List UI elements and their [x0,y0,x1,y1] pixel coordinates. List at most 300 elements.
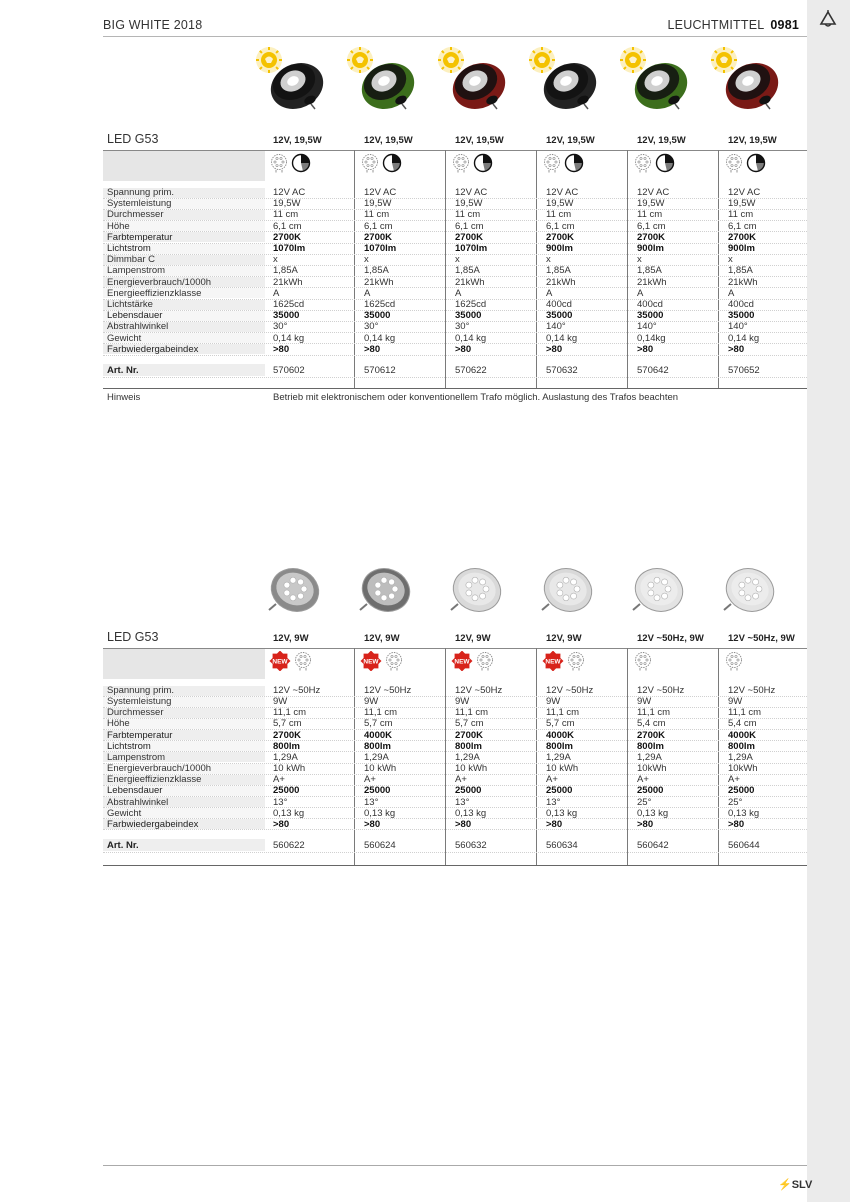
spec-value: A [455,287,462,299]
column-header: 12V, 19,5W [364,135,413,146]
spec-value: x [273,254,278,266]
spec-label: Farbwiedergabeindex [107,818,199,830]
spec-value: 2700K [273,231,301,243]
feature-icons [451,153,493,173]
spec-value: >80 [364,343,381,355]
spec-value: x [728,254,733,266]
spec-label: Höhe [107,718,130,730]
spec-value: 900lm [637,243,664,254]
spec-value: 21kWh [546,276,576,288]
lamp-outline-icon [475,651,495,671]
article-number[interactable]: 570642 [637,365,669,376]
lamp-outline-icon [724,153,744,173]
product-image [346,556,424,630]
spec-value: 4000K [546,729,574,741]
spec-value: 0,13 kg [546,807,578,819]
spec-value: 35000 [364,310,391,322]
lamp-outline-icon [269,153,289,173]
spec-label: Dimmbar C [107,254,156,266]
spec-value: 25000 [364,785,391,797]
spec-value: 0,14 kg [728,332,760,344]
spec-value: 10 kWh [546,763,579,775]
spec-value: 10 kWh [364,763,397,775]
column-separator [354,150,355,388]
svg-text:NEW: NEW [454,658,470,666]
spec-value: 5,7 cm [364,718,393,730]
spec-value: 0,13 kg [728,807,760,819]
spec-value: 25000 [728,785,755,797]
feature-icons [724,153,766,173]
spec-value: A [273,287,280,299]
column-separator [627,150,628,388]
spec-value: 0,14 kg [364,332,396,344]
spec-value: >80 [728,343,745,355]
note-text: Betrieb mit elektronischem oder konventionellem Trafo möglich. Auslastung des Trafos beachten [273,392,679,403]
article-number[interactable]: 570602 [273,365,305,376]
spec-value: 0,14kg [637,332,666,344]
spec-label: Farbtemperatur [107,231,173,243]
spec-label: Systemleistung [107,198,172,210]
feature-icons [542,651,586,671]
spec-value: 5,4 cm [728,718,757,730]
spec-value: x [364,254,369,266]
spec-value: 1,29A [546,751,571,763]
icon-band [103,151,265,181]
spec-value: 30° [455,321,470,333]
page-number: 0981 [770,18,799,32]
section-name: LEUCHTMITTEL [667,18,765,32]
article-number-label: Art. Nr. [107,365,139,376]
spec-value: 10 kWh [273,763,306,775]
article-number[interactable]: 560624 [364,839,396,851]
spec-label: Systemleistung [107,696,172,708]
product-image [528,556,606,630]
spec-value: 0,13 kg [364,807,396,819]
feature-icons [451,651,495,671]
beam-dim-icon [291,153,311,173]
spec-label: Energieeffizienzklasse [107,287,202,299]
spec-label: Abstrahlwinkel [107,321,169,333]
product-image [710,556,788,630]
spec-value: 13° [364,796,379,808]
spec-value: 2700K [455,729,483,741]
spec-value: >80 [364,818,381,830]
spec-value: 30° [364,321,379,333]
spec-value: 1625cd [455,299,487,310]
spec-value: >80 [637,343,654,355]
spec-value: 35000 [637,310,664,322]
row-divider [103,377,807,378]
product-image [619,46,697,120]
article-number[interactable]: 570622 [455,365,487,376]
spec-value: 4000K [728,729,756,741]
spec-value: 0,13 kg [273,807,305,819]
column-separator [445,648,446,865]
spec-value: >80 [546,343,563,355]
spec-value: 12V ~50Hz [546,685,594,696]
lamp-outline-icon [384,651,404,671]
spec-value: 2700K [364,231,392,243]
spec-value: A [364,287,371,299]
beam-dim-icon [473,153,493,173]
svg-text:NEW: NEW [363,658,379,666]
spec-value: 800lm [273,740,300,752]
spec-value: A+ [637,774,649,786]
spec-value: >80 [455,343,472,355]
spec-value: 19,5W [455,198,483,210]
spec-value: 2700K [728,231,756,243]
spec-value: 11,1 cm [637,707,671,719]
spec-value: >80 [273,818,290,830]
spec-value: 12V ~50Hz [637,685,685,696]
spec-label: Gewicht [107,807,142,819]
spec-value: 19,5W [364,198,392,210]
spec-value: 19,5W [273,198,301,210]
product-image [346,46,424,120]
catalog-title: BIG WHITE 2018 [103,18,203,32]
product-family-title: LED G53 [107,132,159,146]
spec-label: Lebensdauer [107,785,163,797]
article-number[interactable]: 560642 [637,839,669,851]
spec-value: 140° [546,321,566,333]
spec-label: Gewicht [107,332,142,344]
spec-value: 13° [455,796,470,808]
lamp-outline-icon [633,153,653,173]
spec-value: A [546,287,553,299]
spec-value: 35000 [546,310,573,322]
beam-dim-icon [655,153,675,173]
spec-value: 5,7 cm [273,718,302,730]
spec-value: 11 cm [728,209,754,221]
lamp-outline-icon [293,651,313,671]
product-family-title: LED G53 [107,630,159,644]
spec-value: 11,1 cm [455,707,489,719]
column-separator [627,648,628,865]
spec-value: 25000 [546,785,573,797]
article-number[interactable]: 560622 [273,839,305,851]
spec-label: Farbwiedergabeindex [107,343,199,355]
spec-value: 25° [728,796,743,808]
spec-label: Lampenstrom [107,265,166,277]
feature-icons [269,651,313,671]
spec-value: 11,1 cm [364,707,398,719]
spec-value: 1,85A [637,265,662,277]
spec-value: 25000 [273,785,300,797]
spec-value: A [728,287,735,299]
spec-label: Abstrahlwinkel [107,796,169,808]
spec-value: 19,5W [728,198,756,210]
column-header: 12V ~50Hz, 9W [637,633,704,644]
column-header: 12V, 19,5W [455,135,504,146]
new-badge-icon [451,651,473,671]
spec-value: A+ [455,774,467,786]
spec-value: 0,14 kg [455,332,487,344]
column-separator [718,648,719,865]
column-separator [718,150,719,388]
spec-label: Lichtstrom [107,243,151,254]
new-badge-icon [360,651,382,671]
spec-label: Lampenstrom [107,751,166,763]
spec-value: 11 cm [364,209,390,221]
product-image [255,46,333,120]
spec-value: 12V AC [364,187,397,198]
spec-value: 6,1 cm [273,220,302,232]
spec-value: 12V AC [273,187,306,198]
spec-value: A+ [546,774,558,786]
spec-label: Lebensdauer [107,310,163,322]
spec-value: 1,29A [273,751,298,763]
spec-value: A+ [728,774,740,786]
product-image [255,556,333,630]
spec-value: 12V ~50Hz [728,685,776,696]
spec-value: 1,85A [728,265,753,277]
spec-value: 1070lm [455,243,488,254]
spec-value: 1625cd [273,299,305,310]
spec-value: 11,1 cm [546,707,580,719]
spec-label: Spannung prim. [107,187,175,198]
spec-value: >80 [637,818,654,830]
article-number-label: Art. Nr. [107,839,139,851]
spec-value: 140° [728,321,748,333]
spec-value: >80 [455,818,472,830]
spec-label: Spannung prim. [107,685,175,696]
spec-value: 12V ~50Hz [364,685,412,696]
spec-value: 400cd [728,299,754,310]
lamp-category-icon [818,10,838,28]
product-image [437,46,515,120]
table-end-rule [103,865,807,866]
spec-value: 800lm [546,740,573,752]
spec-value: 9W [728,696,743,708]
spec-value: 12V AC [546,187,579,198]
product-image [710,46,788,120]
spec-value: 9W [637,696,652,708]
spec-value: 2700K [273,729,301,741]
spec-value: 800lm [364,740,391,752]
column-separator [354,648,355,865]
spec-value: 9W [273,696,288,708]
column-separator [445,150,446,388]
column-header: 12V, 19,5W [546,135,595,146]
spec-label: Höhe [107,220,130,232]
feature-icons [724,651,744,671]
article-number[interactable]: 560634 [546,839,578,851]
feature-icons [633,651,653,671]
spec-value: 0,13 kg [637,807,669,819]
feature-icons [633,153,675,173]
svg-text:NEW: NEW [272,658,288,666]
spec-label: Farbtemperatur [107,729,173,741]
spec-value: 10kWh [637,763,667,775]
spec-value: 1,29A [728,751,753,763]
spec-value: 5,7 cm [455,718,484,730]
article-number[interactable]: 570632 [546,365,578,376]
spec-value: 12V ~50Hz [273,685,321,696]
spec-value: 6,1 cm [455,220,484,232]
spec-value: 1,85A [455,265,480,277]
brand-logo: ⚡SLV [778,1179,813,1191]
spec-value: 900lm [546,243,573,254]
spec-value: 2700K [546,231,574,243]
spec-value: 35000 [273,310,300,322]
spec-label: Lichtstärke [107,299,153,310]
column-header: 12V, 19,5W [637,135,686,146]
spec-value: 400cd [637,299,663,310]
spec-value: 2700K [637,729,665,741]
spec-value: 21kWh [273,276,303,288]
beam-dim-icon [564,153,584,173]
spec-value: 6,1 cm [546,220,575,232]
column-separator [536,648,537,865]
spec-value: 9W [455,696,470,708]
spec-value: 19,5W [546,198,574,210]
column-header: 12V, 19,5W [273,135,322,146]
spec-value: >80 [728,818,745,830]
lamp-outline-icon [360,153,380,173]
spec-value: >80 [273,343,290,355]
column-header: 12V, 9W [546,633,582,644]
spec-value: 6,1 cm [637,220,666,232]
spec-value: 9W [364,696,379,708]
feature-icons [360,153,402,173]
spec-value: 30° [273,321,288,333]
article-number[interactable]: 560644 [728,839,760,851]
new-badge-icon [542,651,564,671]
spec-value: 12V ~50Hz [455,685,503,696]
spec-value: 25000 [455,785,482,797]
spec-value: x [546,254,551,266]
spec-value: 6,1 cm [728,220,757,232]
spec-value: 140° [637,321,657,333]
spec-value: 11 cm [455,209,481,221]
spec-value: 2700K [637,231,665,243]
spec-value: 1,29A [455,751,480,763]
table-end-rule [103,388,807,389]
page-header [103,17,799,37]
spec-value: 0,13 kg [455,807,487,819]
note-label: Hinweis [107,392,141,403]
column-header: 12V, 9W [364,633,400,644]
spec-label: Lichtstrom [107,740,151,752]
feature-icons [360,651,404,671]
spec-label: Energieverbrauch/1000h [107,276,212,288]
spec-value: 1,85A [364,265,389,277]
spec-label: Durchmesser [107,707,164,719]
spec-value: 21kWh [364,276,394,288]
header-rule [103,36,807,37]
spec-value: 13° [273,796,288,808]
article-number[interactable]: 570612 [364,365,396,376]
new-badge-icon [269,651,291,671]
spec-value: 10kWh [728,763,758,775]
beam-dim-icon [382,153,402,173]
spec-label: Energieverbrauch/1000h [107,763,212,775]
footer-rule [103,1165,807,1166]
spec-value: 800lm [455,740,482,752]
spec-value: 10 kWh [455,763,488,775]
spec-label: Durchmesser [107,209,164,221]
lamp-outline-icon [542,153,562,173]
spec-value: 25° [637,796,652,808]
spec-value: 11 cm [546,209,572,221]
spec-value: 35000 [728,310,755,322]
column-header: 12V, 9W [273,633,309,644]
lamp-outline-icon [451,153,471,173]
spec-label: Energieeffizienzklasse [107,774,202,786]
spec-value: 400cd [546,299,572,310]
spec-value: 13° [546,796,561,808]
spec-value: 1,29A [637,751,662,763]
spec-value: 12V AC [728,187,761,198]
spec-value: 1,29A [364,751,389,763]
svg-text:NEW: NEW [545,658,561,666]
beam-dim-icon [746,153,766,173]
product-image [619,556,697,630]
spec-value: 1070lm [364,243,397,254]
spec-value: 800lm [728,740,755,752]
lamp-outline-icon [566,651,586,671]
icon-band [103,649,265,679]
spec-value: 21kWh [637,276,667,288]
spec-value: 1625cd [364,299,396,310]
brand-logo-text: SLV [791,1179,813,1191]
spec-value: 12V AC [637,187,670,198]
spec-value: 25000 [637,785,664,797]
spec-value: 21kWh [728,276,758,288]
spec-value: 2700K [455,231,483,243]
article-number[interactable]: 560632 [455,839,487,851]
spec-value: 800lm [637,740,664,752]
column-header: 12V ~50Hz, 9W [728,633,795,644]
spec-value: 1070lm [273,243,306,254]
spec-value: 1,85A [546,265,571,277]
spec-value: 5,4 cm [637,718,666,730]
spec-value: 35000 [455,310,482,322]
spec-value: 5,7 cm [546,718,575,730]
section-title [668,18,799,32]
spec-value: 11,1 cm [728,707,762,719]
spec-value: 6,1 cm [364,220,393,232]
spec-value: 11,1 cm [273,707,307,719]
spec-value: 21kWh [455,276,485,288]
spec-value: >80 [546,818,563,830]
spec-value: 19,5W [637,198,665,210]
spec-value: x [455,254,460,266]
spec-value: 11 cm [637,209,663,221]
spec-value: 4000K [364,729,392,741]
spec-value: 12V AC [455,187,488,198]
lamp-outline-icon [724,651,744,671]
article-number[interactable]: 570652 [728,365,760,376]
product-image [437,556,515,630]
spec-value: 9W [546,696,561,708]
column-header: 12V, 19,5W [728,135,777,146]
spec-value: A+ [364,774,376,786]
spec-value: 900lm [728,243,755,254]
spec-value: x [637,254,642,266]
feature-icons [542,153,584,173]
spec-value: A+ [273,774,285,786]
column-header: 12V, 9W [455,633,491,644]
spec-value: 0,14 kg [546,332,578,344]
page-sidebar [807,0,850,1202]
column-separator [536,150,537,388]
spec-value: 1,85A [273,265,298,277]
spec-value: 0,14 kg [273,332,305,344]
spec-value: A [637,287,644,299]
lamp-outline-icon [633,651,653,671]
product-image [528,46,606,120]
